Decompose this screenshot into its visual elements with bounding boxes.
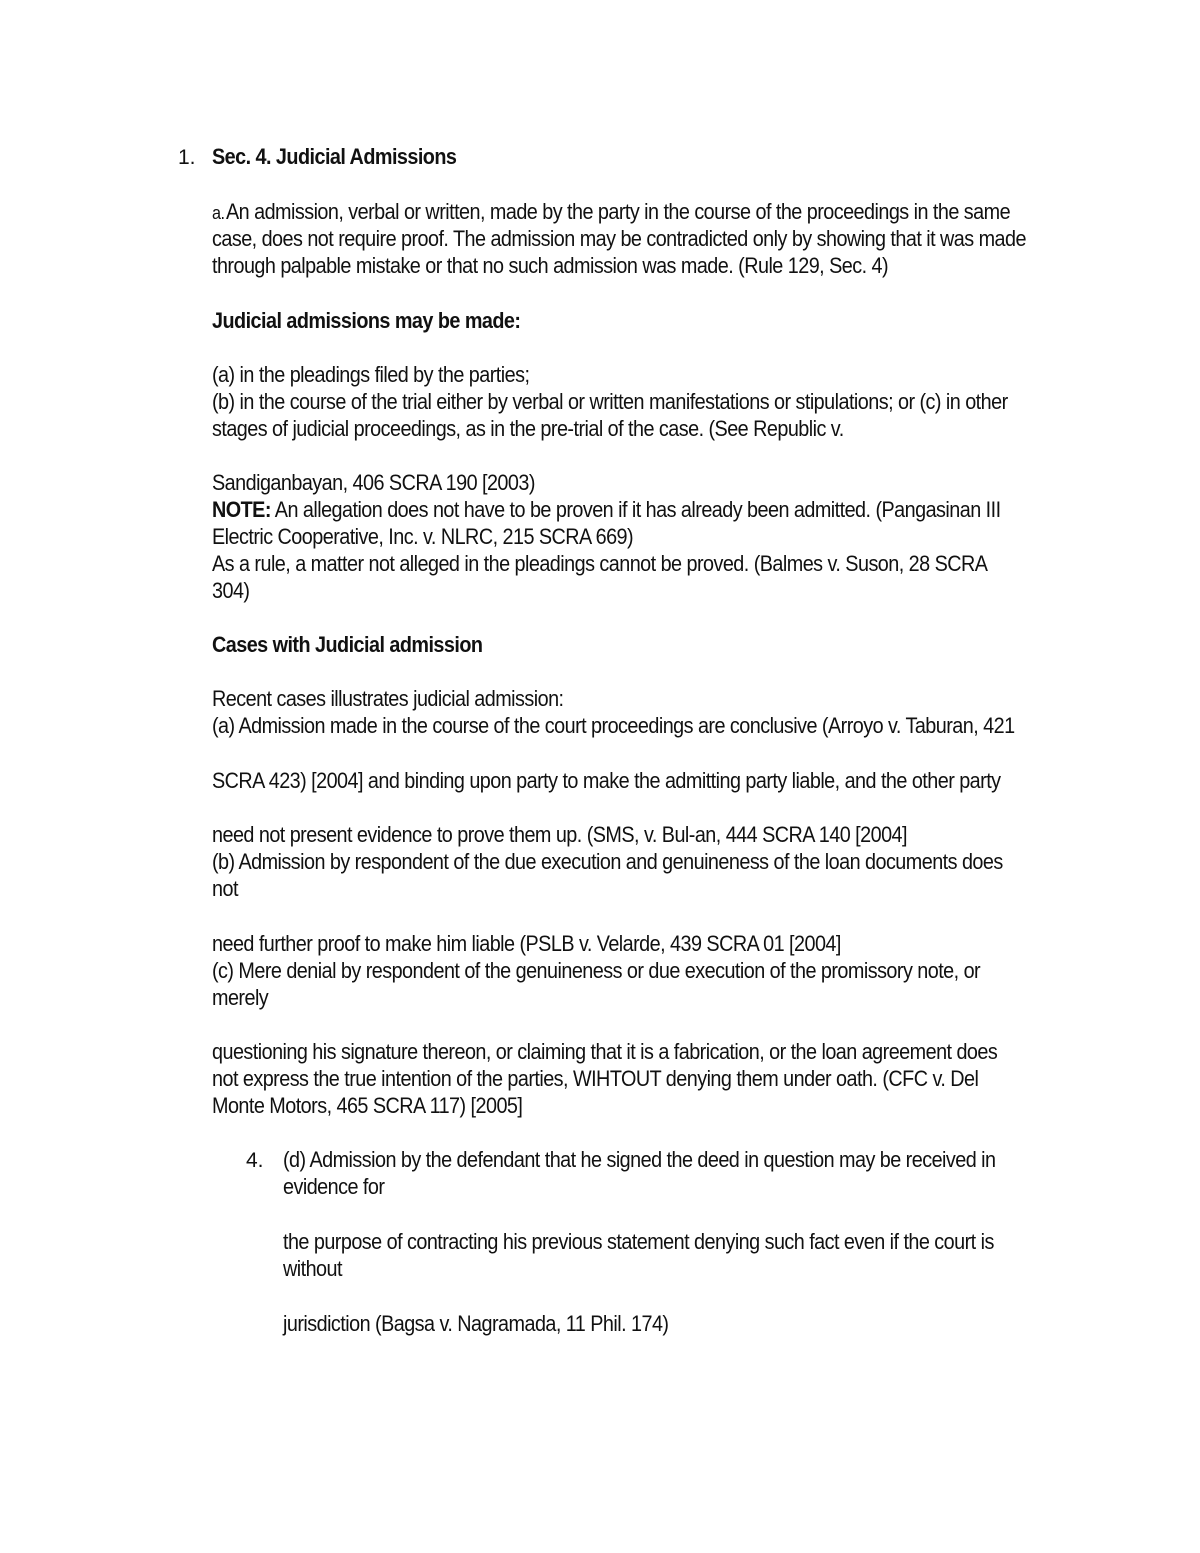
rule-line: case, does not require proof. The admission may be contradicted only by showing that it was made [212,226,1026,251]
paragraph-line: (b) in the course of the trial either by verbal or written manifestations or stipulations; or (c) in other [212,389,1008,414]
list-item-line: jurisdiction (Bagsa v. Nagramada, 11 Phil. 174) [283,1311,669,1336]
list-marker: a. [212,203,225,223]
list-item-line: (d) Admission by the defendant that he signed the deed in question may be received in [283,1147,996,1172]
paragraph-line: (a) Admission made in the course of the court proceedings are conclusive (Arroyo v. Taburan, 421 [212,713,1015,738]
paragraph-line: Sandiganbayan, 406 SCRA 190 [2003) [212,470,535,495]
paragraph-line: questioning his signature thereon, or claiming that it is a fabrication, or the loan agreement does [212,1039,998,1064]
list-item-line: the purpose of contracting his previous statement denying such fact even if the court is [283,1229,994,1254]
rule-line: through palpable mistake or that no such admission was made. (Rule 129, Sec. 4) [212,253,889,278]
paragraph-line: not [212,876,238,901]
list-item-line: without [283,1256,342,1281]
note-text: An allegation does not have to be proven if it has already been admitted. (Pangasinan III [270,497,1001,522]
note-label: NOTE: [212,497,271,522]
subheading: Judicial admissions may be made: [212,308,521,333]
paragraph-line: Monte Motors, 465 SCRA 117) [2005] [212,1093,523,1118]
paragraph-line: (a) in the pleadings filed by the parties; [212,362,530,387]
paragraph-line: need further proof to make him liable (PSLB v. Velarde, 439 SCRA 01 [2004] [212,931,841,956]
paragraph-line: Recent cases illustrates judicial admission: [212,686,564,711]
paragraph-line: (b) Admission by respondent of the due execution and genuineness of the loan documents does [212,849,1003,874]
note-line: Electric Cooperative, Inc. v. NLRC, 215 SCRA 669) [212,524,634,549]
note-line: 304) [212,578,250,603]
subheading: Cases with Judicial admission [212,632,483,657]
list-number: 1. [178,146,196,169]
list-number: 4. [246,1149,264,1172]
paragraph-line: need not present evidence to prove them up. (SMS, v. Bul-an, 444 SCRA 140 [2004] [212,822,907,847]
paragraph-line: merely [212,985,269,1010]
note-line [212,496,1001,523]
paragraph-line: not express the true intention of the parties, WIHTOUT denying them under oath. (CFC v. Del [212,1066,979,1091]
paragraph-line: stages of judicial proceedings, as in the pre-trial of the case. (See Republic v. [212,416,844,441]
section-heading: Sec. 4. Judicial Admissions [212,144,457,169]
note-line: As a rule, a matter not alleged in the pleadings cannot be proved. (Balmes v. Suson, 28 SCRA [212,551,988,576]
rule-line: An admission, verbal or written, made by the party in the course of the proceedings in the same [226,199,1011,224]
paragraph-line: SCRA 423) [2004] and binding upon party to make the admitting party liable, and the other party [212,768,1001,793]
list-item-line: evidence for [283,1174,385,1199]
paragraph-line: (c) Mere denial by respondent of the genuineness or due execution of the promissory note, or [212,958,981,983]
